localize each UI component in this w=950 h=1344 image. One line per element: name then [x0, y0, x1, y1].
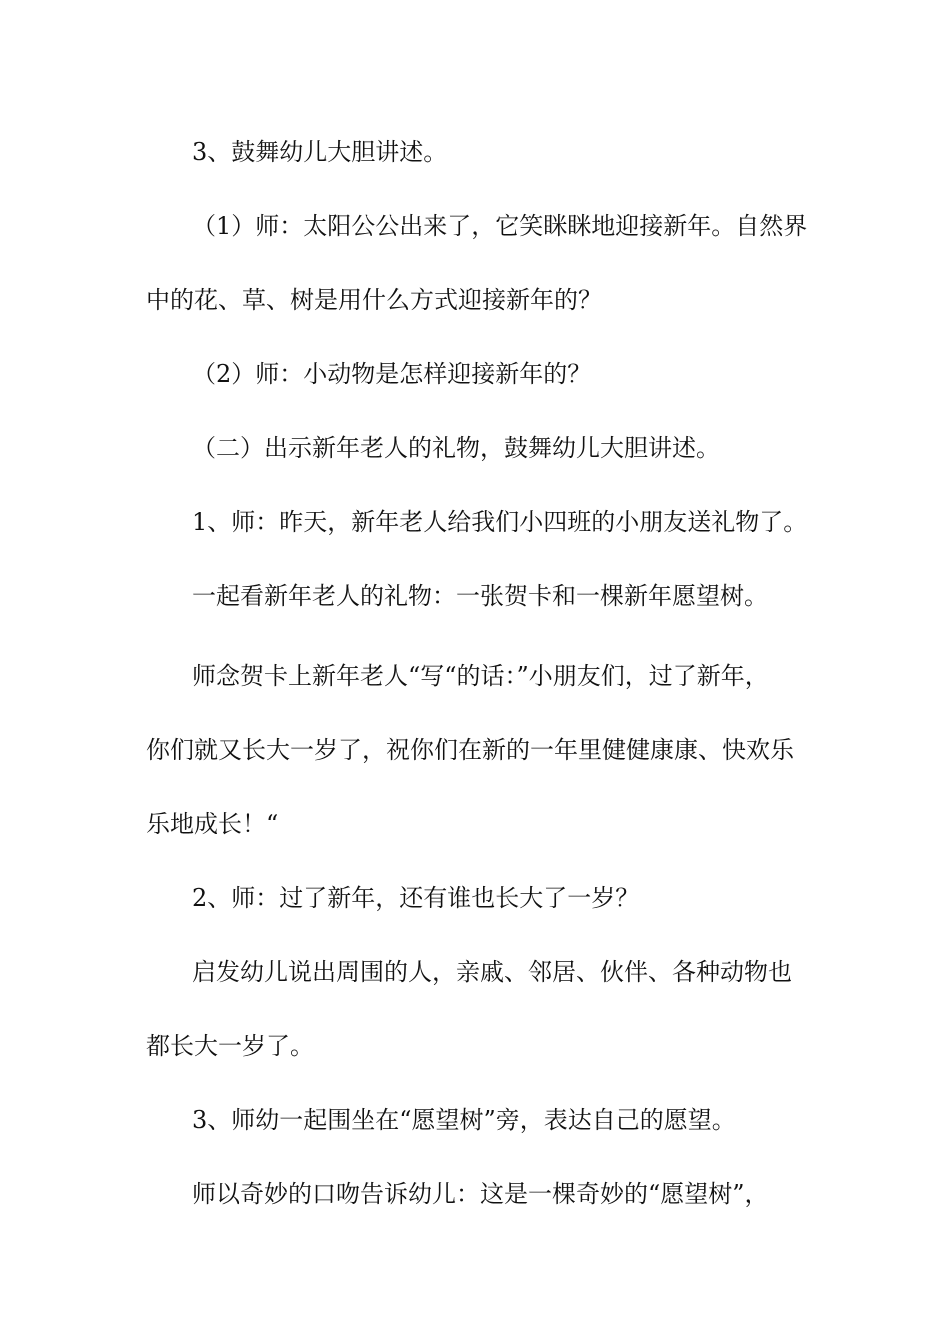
paragraph-line: 师以奇妙的口吻告诉幼儿：这是一棵奇妙的“愿望树”， — [192, 1180, 769, 1208]
paragraph-line: 一起看新年老人的礼物：一张贺卡和一棵新年愿望树。 — [192, 582, 768, 610]
paragraph-line: 启发幼儿说出周围的人，亲戚、邻居、伙伴、各种动物也 — [192, 958, 792, 986]
paragraph-line: （2）师：小动物是怎样迎接新年的？ — [192, 360, 592, 388]
paragraph-line: 你们就又长大一岁了，祝你们在新的一年里健健康康、快欢乐 — [146, 736, 794, 764]
paragraph-line: （二）出示新年老人的礼物，鼓舞幼儿大胆讲述。 — [192, 434, 720, 462]
paragraph-line: （1）师：太阳公公出来了，它笑眯眯地迎接新年。自然界 — [192, 212, 808, 240]
paragraph-line: 都长大一岁了。 — [146, 1032, 314, 1060]
paragraph-line: 乐地成长！“ — [146, 810, 279, 838]
paragraph-line: 3、鼓舞幼儿大胆讲述。 — [192, 138, 448, 166]
paragraph-line: 中的花、草、树是用什么方式迎接新年的？ — [146, 286, 602, 314]
paragraph-line: 3、师幼一起围坐在“愿望树”旁，表达自己的愿望。 — [192, 1106, 736, 1134]
paragraph-line: 师念贺卡上新年老人“写“的话：”小朋友们，过了新年， — [192, 662, 769, 690]
paragraph-line: 1、师：昨天，新年老人给我们小四班的小朋友送礼物了。 — [192, 508, 808, 536]
paragraph-line: 2、师：过了新年，还有谁也长大了一岁？ — [192, 884, 640, 912]
